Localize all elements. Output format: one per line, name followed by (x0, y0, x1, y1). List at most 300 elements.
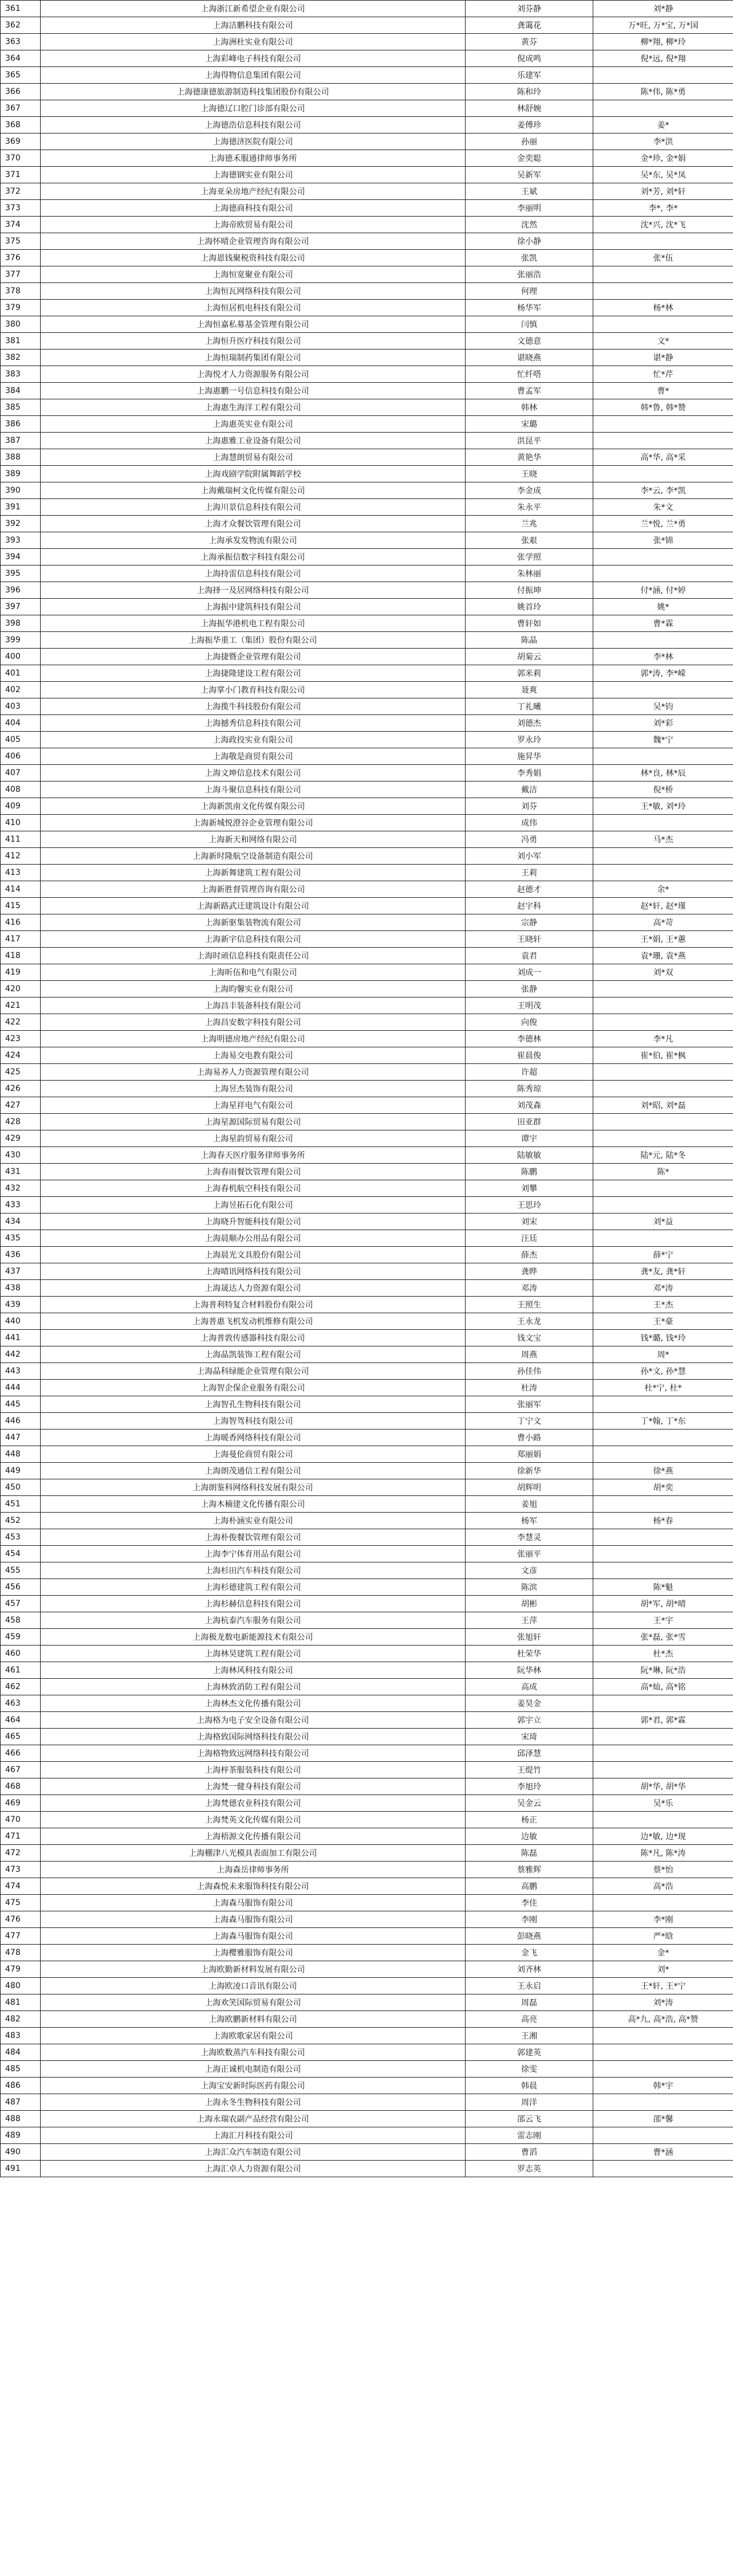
members-cell: 高*灿, 高*铭 (593, 1679, 733, 1695)
table-row (1, 2061, 733, 2078)
person-name-cell: 郭建英 (466, 2044, 593, 2061)
person-name-cell: 陆敏敏 (466, 1147, 593, 1164)
company-name-cell: 上海择一及居网络科技有限公司 (41, 582, 466, 599)
members-cell (593, 1695, 733, 1712)
person-name-cell: 崔晨俊 (466, 1047, 593, 1064)
person-name-cell: 高亮 (466, 2011, 593, 2028)
row-number-cell: 458 (1, 1612, 41, 1629)
row-number-cell: 479 (1, 1961, 41, 1978)
row-number-cell: 463 (1, 1695, 41, 1712)
person-name-cell: 王照生 (466, 1297, 593, 1313)
company-name-cell: 上海易养人力资源管理有限公司 (41, 1064, 466, 1081)
row-number-cell: 377 (1, 266, 41, 283)
members-cell (593, 1529, 733, 1546)
row-number-cell: 418 (1, 948, 41, 964)
person-name-cell: 徐雯 (466, 2061, 593, 2078)
table-row (1, 1994, 733, 2011)
person-name-cell: 吴金云 (466, 1795, 593, 1812)
person-name-cell: 赵德才 (466, 881, 593, 898)
company-name-cell: 上海杉赫信息科技有限公司 (41, 1596, 466, 1612)
company-name-cell: 上海恒嘉私募基金管理有限公司 (41, 316, 466, 333)
members-cell (593, 2061, 733, 2078)
person-name-cell: 张凯 (466, 250, 593, 266)
members-cell: 陈*魁 (593, 1579, 733, 1596)
company-name-cell: 上海晶凯装饰工程有限公司 (41, 1346, 466, 1363)
members-cell (593, 67, 733, 84)
company-name-cell: 上海悦才人力资源服务有限公司 (41, 366, 466, 383)
row-number-cell: 387 (1, 433, 41, 449)
members-cell: 付*涵, 付*婷 (593, 582, 733, 599)
person-name-cell: 韩林 (466, 399, 593, 416)
person-name-cell: 刘攀 (466, 1180, 593, 1197)
person-name-cell: 薛杰 (466, 1247, 593, 1263)
members-cell: 吴*钧 (593, 698, 733, 715)
table-row (1, 1562, 733, 1579)
person-name-cell: 郑丽娟 (466, 1446, 593, 1463)
person-name-cell: 陈鹏 (466, 1164, 593, 1180)
members-cell: 朱*文 (593, 499, 733, 516)
company-name-cell: 上海明德房地产经纪有限公司 (41, 1031, 466, 1047)
table-row (1, 582, 733, 599)
person-name-cell: 陈晶 (466, 632, 593, 649)
person-name-cell: 陈滨 (466, 1579, 593, 1596)
company-name-cell: 上海杭泰汽车服务有限公司 (41, 1612, 466, 1629)
row-number-cell: 383 (1, 366, 41, 383)
row-number-cell: 427 (1, 1097, 41, 1114)
person-name-cell: 宋璐 (466, 416, 593, 433)
company-name-cell: 上海曼伦商贸有限公司 (41, 1446, 466, 1463)
table-row (1, 1812, 733, 1828)
members-cell: 阮*琳, 阮*浩 (593, 1662, 733, 1679)
row-number-cell: 480 (1, 1978, 41, 1994)
members-cell (593, 815, 733, 831)
table-row (1, 1513, 733, 1529)
company-name-cell: 上海德禾服通律师事务所 (41, 150, 466, 167)
row-number-cell: 361 (1, 1, 41, 17)
row-number-cell: 412 (1, 848, 41, 865)
company-name-cell: 上海星祥电气有限公司 (41, 1097, 466, 1114)
person-name-cell: 朱林丽 (466, 566, 593, 582)
company-name-cell: 上海时顽信息科技有限责任公司 (41, 948, 466, 964)
row-number-cell: 453 (1, 1529, 41, 1546)
table-row (1, 466, 733, 482)
company-name-cell: 上海德康德旅游制造科技集团股份有限公司 (41, 84, 466, 100)
person-name-cell: 施昇华 (466, 748, 593, 765)
members-cell: 曹* (593, 383, 733, 399)
row-number-cell: 404 (1, 715, 41, 732)
table-row (1, 765, 733, 782)
company-name-cell: 上海惠雅工业设备有限公司 (41, 433, 466, 449)
row-number-cell: 434 (1, 1214, 41, 1230)
members-cell: 高*浩 (593, 1878, 733, 1895)
table-row (1, 1380, 733, 1396)
table-row (1, 1961, 733, 1978)
members-cell: 高*苛 (593, 914, 733, 931)
row-number-cell: 451 (1, 1496, 41, 1513)
person-name-cell: 兰兆 (466, 516, 593, 532)
members-cell: 文* (593, 333, 733, 350)
company-name-cell: 上海彩峰电子科技有限公司 (41, 50, 466, 67)
company-name-cell: 上海欧歌家居有限公司 (41, 2028, 466, 2044)
members-cell (593, 266, 733, 283)
members-cell (593, 433, 733, 449)
members-cell (593, 1230, 733, 1247)
row-number-cell: 367 (1, 100, 41, 117)
members-cell (593, 1745, 733, 1762)
company-name-cell: 上海新宇信息科技有限公司 (41, 931, 466, 948)
members-cell (593, 316, 733, 333)
members-cell: 姚* (593, 599, 733, 615)
person-name-cell: 杨华军 (466, 300, 593, 316)
members-cell: 吴*乐 (593, 1795, 733, 1812)
person-name-cell: 刘芬 (466, 798, 593, 815)
members-cell: 李*刚 (593, 1911, 733, 1928)
company-name-cell: 上海洲杜实业有限公司 (41, 34, 466, 50)
person-name-cell: 聂爽 (466, 682, 593, 698)
company-name-cell: 上海欧凌口音讯有限公司 (41, 1978, 466, 1994)
row-number-cell: 436 (1, 1247, 41, 1263)
table-row (1, 333, 733, 350)
person-name-cell: 李慧灵 (466, 1529, 593, 1546)
table-row (1, 1646, 733, 1662)
company-name-cell: 上海森马服饰有限公司 (41, 1911, 466, 1928)
table-row (1, 599, 733, 615)
members-cell (593, 682, 733, 698)
table-row (1, 1662, 733, 1679)
members-cell (593, 2044, 733, 2061)
company-name-cell: 上海星韵贸易有限公司 (41, 1130, 466, 1147)
table-row (1, 698, 733, 715)
table-row (1, 964, 733, 981)
row-number-cell: 433 (1, 1197, 41, 1214)
company-name-cell: 上海昀馨实业有限公司 (41, 981, 466, 998)
company-name-cell: 上海新城悦澄谷企业管理有限公司 (41, 815, 466, 831)
row-number-cell: 430 (1, 1147, 41, 1164)
table-row (1, 632, 733, 649)
company-name-cell: 上海汇卓人力资源有限公司 (41, 2161, 466, 2177)
row-number-cell: 422 (1, 1014, 41, 1031)
table-row (1, 1895, 733, 1911)
row-number-cell: 472 (1, 1845, 41, 1862)
table-row (1, 615, 733, 632)
row-number-cell: 477 (1, 1928, 41, 1945)
row-number-cell: 470 (1, 1812, 41, 1828)
row-number-cell: 415 (1, 898, 41, 914)
table-row (1, 1828, 733, 1845)
person-name-cell: 张静 (466, 981, 593, 998)
table-row (1, 1230, 733, 1247)
company-name-cell: 上海新天和网络有限公司 (41, 831, 466, 848)
table-row (1, 1596, 733, 1612)
person-name-cell: 金飞 (466, 1945, 593, 1961)
row-number-cell: 491 (1, 2161, 41, 2177)
person-name-cell: 罗志英 (466, 2161, 593, 2177)
table-row (1, 499, 733, 516)
row-number-cell: 460 (1, 1646, 41, 1662)
row-number-cell: 419 (1, 964, 41, 981)
person-name-cell: 张学照 (466, 549, 593, 566)
person-name-cell: 王莉 (466, 865, 593, 881)
row-number-cell: 440 (1, 1313, 41, 1330)
row-number-cell: 450 (1, 1479, 41, 1496)
members-cell: 曹*霖 (593, 615, 733, 632)
table-row (1, 682, 733, 698)
table-row (1, 100, 733, 117)
row-number-cell: 369 (1, 133, 41, 150)
members-cell (593, 2161, 733, 2177)
members-cell: 林*良, 林*辰 (593, 765, 733, 782)
person-name-cell: 胡彬 (466, 1596, 593, 1612)
company-name-cell: 上海森悦未来服饰科技有限公司 (41, 1878, 466, 1895)
members-cell: 刘*双 (593, 964, 733, 981)
row-number-cell: 416 (1, 914, 41, 931)
person-name-cell: 王萍 (466, 1612, 593, 1629)
table-row (1, 1430, 733, 1446)
members-cell: 王*杰 (593, 1297, 733, 1313)
company-name-cell: 上海怀晴企业管理咨询有限公司 (41, 233, 466, 250)
person-name-cell: 王晓 (466, 466, 593, 482)
company-name-cell: 上海新胜督管理咨询有限公司 (41, 881, 466, 898)
company-name-cell: 上海普惠飞机发动机维修有限公司 (41, 1313, 466, 1330)
row-number-cell: 403 (1, 698, 41, 715)
table-row (1, 1862, 733, 1878)
members-cell (593, 1114, 733, 1130)
row-number-cell: 441 (1, 1330, 41, 1346)
company-name-cell: 上海朗鉴科网络科技发展有限公司 (41, 1479, 466, 1496)
company-name-cell: 上海永冬生物科技有限公司 (41, 2094, 466, 2111)
row-number-cell: 371 (1, 167, 41, 183)
person-name-cell: 彭晓燕 (466, 1928, 593, 1945)
row-number-cell: 445 (1, 1396, 41, 1413)
company-name-cell: 上海晴讯网络科技有限公司 (41, 1263, 466, 1280)
person-name-cell: 冯勇 (466, 831, 593, 848)
company-name-cell: 上海新时隆航空设备制造有限公司 (41, 848, 466, 865)
company-name-cell: 上海永瑞农副产品经营有限公司 (41, 2111, 466, 2127)
person-name-cell: 曹滔 (466, 2144, 593, 2161)
company-name-cell: 上海极龙数电新能源技术有限公司 (41, 1629, 466, 1646)
table-row (1, 1546, 733, 1562)
company-name-cell: 上海林杰文化传播有限公司 (41, 1695, 466, 1712)
person-name-cell: 张艰 (466, 532, 593, 549)
company-name-cell: 上海德浩信息科技有限公司 (41, 117, 466, 133)
members-cell: 陆*元, 陆*冬 (593, 1147, 733, 1164)
row-number-cell: 444 (1, 1380, 41, 1396)
table-row (1, 1729, 733, 1745)
members-cell: 杜*宁, 杜* (593, 1380, 733, 1396)
company-name-cell: 上海揽牛科技股份有限公司 (41, 698, 466, 715)
person-name-cell: 乐建军 (466, 67, 593, 84)
company-name-cell: 上海欧勤新材料发展有限公司 (41, 1961, 466, 1978)
person-name-cell: 曹孟军 (466, 383, 593, 399)
company-name-cell: 上海惠生海洋工程有限公司 (41, 399, 466, 416)
company-name-cell: 上海川景信息科技有限公司 (41, 499, 466, 516)
table-row (1, 399, 733, 416)
person-name-cell: 刘齐林 (466, 1961, 593, 1978)
person-name-cell: 倪成鸣 (466, 50, 593, 67)
company-name-cell: 上海亚朵房地产经纪有限公司 (41, 183, 466, 200)
company-name-cell: 上海智企保企业服务有限公司 (41, 1380, 466, 1396)
row-number-cell: 469 (1, 1795, 41, 1812)
table-row (1, 50, 733, 67)
table-row (1, 1629, 733, 1646)
person-name-cell: 姜昊金 (466, 1695, 593, 1712)
table-row (1, 1479, 733, 1496)
row-number-cell: 455 (1, 1562, 41, 1579)
table-row (1, 1297, 733, 1313)
person-name-cell: 林舒婉 (466, 100, 593, 117)
row-number-cell: 468 (1, 1778, 41, 1795)
company-name-cell: 上海德商科技有限公司 (41, 200, 466, 217)
table-row (1, 1197, 733, 1214)
members-cell: 柳*翔, 柳*玲 (593, 34, 733, 50)
person-name-cell: 陈秀琼 (466, 1081, 593, 1097)
members-cell: 周* (593, 1346, 733, 1363)
members-cell: 胡*奕 (593, 1479, 733, 1496)
company-name-cell: 上海易交电教有限公司 (41, 1047, 466, 1064)
row-number-cell: 428 (1, 1114, 41, 1130)
table-row (1, 1529, 733, 1546)
row-number-cell: 407 (1, 765, 41, 782)
table-row (1, 1762, 733, 1778)
row-number-cell: 487 (1, 2094, 41, 2111)
members-cell: 万*旺, 万*宝, 万*国 (593, 17, 733, 34)
table-row (1, 67, 733, 84)
person-name-cell: 陈磊 (466, 1845, 593, 1862)
person-name-cell: 汪廷 (466, 1230, 593, 1247)
members-cell: 刘*静 (593, 1, 733, 17)
table-row (1, 217, 733, 233)
members-cell: 龚*友, 龚*轩 (593, 1263, 733, 1280)
row-number-cell: 375 (1, 233, 41, 250)
row-number-cell: 414 (1, 881, 41, 898)
person-name-cell: 王永龙 (466, 1313, 593, 1330)
company-name-cell: 上海朴涵实业有限公司 (41, 1513, 466, 1529)
table-row (1, 2094, 733, 2111)
table-row (1, 1579, 733, 1596)
members-cell: 边*敏, 边*现 (593, 1828, 733, 1845)
company-name-cell: 上海春雨餐饮管理有限公司 (41, 1164, 466, 1180)
company-name-cell: 上海政投实业有限公司 (41, 732, 466, 748)
person-name-cell: 杨军 (466, 1513, 593, 1529)
row-number-cell: 423 (1, 1031, 41, 1047)
company-name-cell: 上海洁鹏科技有限公司 (41, 17, 466, 34)
company-name-cell: 上海浙江新希望企业有限公司 (41, 1, 466, 17)
table-row (1, 1845, 733, 1862)
table-row (1, 1014, 733, 1031)
members-cell: 李*云, 李*凯 (593, 482, 733, 499)
row-number-cell: 395 (1, 566, 41, 582)
table-row (1, 1446, 733, 1463)
table-row (1, 898, 733, 914)
person-name-cell: 周燕 (466, 1346, 593, 1363)
company-name-cell: 上海林风科技有限公司 (41, 1662, 466, 1679)
members-cell: 刘*彩 (593, 715, 733, 732)
table-row (1, 250, 733, 266)
company-name-cell: 上海欧鹏新材料有限公司 (41, 2011, 466, 2028)
company-name-cell: 上海智驾科技有限公司 (41, 1413, 466, 1430)
row-number-cell: 390 (1, 482, 41, 499)
person-name-cell: 周磊 (466, 1994, 593, 2011)
person-name-cell: 宗静 (466, 914, 593, 931)
person-name-cell: 洪昆平 (466, 433, 593, 449)
company-name-cell: 上海李宁体育用品有限公司 (41, 1546, 466, 1562)
table-row (1, 1330, 733, 1346)
company-name-cell: 上海文坤信息技术有限公司 (41, 765, 466, 782)
person-name-cell: 朱永平 (466, 499, 593, 516)
person-name-cell: 成伟 (466, 815, 593, 831)
person-name-cell: 金奕聪 (466, 150, 593, 167)
table-row (1, 17, 733, 34)
members-cell (593, 632, 733, 649)
members-cell: 杜*杰 (593, 1646, 733, 1662)
company-name-cell: 上海昱杰装饰有限公司 (41, 1081, 466, 1097)
company-name-cell: 上海汇众汽车制造有限公司 (41, 2144, 466, 2161)
company-name-cell: 上海欧数蒸汽车科技有限公司 (41, 2044, 466, 2061)
company-name-cell: 上海振华港机电工程有限公司 (41, 615, 466, 632)
members-cell: 陈*伟, 陈*勇 (593, 84, 733, 100)
row-number-cell: 475 (1, 1895, 41, 1911)
company-name-cell: 上海恒瑞制药集团有限公司 (41, 350, 466, 366)
person-name-cell: 刘宋 (466, 1214, 593, 1230)
table-row (1, 1081, 733, 1097)
row-number-cell: 421 (1, 998, 41, 1014)
table-row (1, 914, 733, 931)
members-cell: 杨*春 (593, 1513, 733, 1529)
members-cell: 倪*远, 倪*翔 (593, 50, 733, 67)
row-number-cell: 467 (1, 1762, 41, 1778)
row-number-cell: 373 (1, 200, 41, 217)
members-cell (593, 1546, 733, 1562)
table-row (1, 1712, 733, 1729)
company-name-cell: 上海德济医院有限公司 (41, 133, 466, 150)
members-cell: 魏*宁 (593, 732, 733, 748)
table-row (1, 1031, 733, 1047)
company-name-cell: 上海朴俊餐饮管理有限公司 (41, 1529, 466, 1546)
members-cell: 李*, 李* (593, 200, 733, 217)
row-number-cell: 437 (1, 1263, 41, 1280)
company-name-cell: 上海樱雅服饰有限公司 (41, 1945, 466, 1961)
table-row (1, 2011, 733, 2028)
row-number-cell: 471 (1, 1828, 41, 1845)
row-number-cell: 449 (1, 1463, 41, 1479)
company-name-cell: 上海承发发物流有限公司 (41, 532, 466, 549)
person-name-cell: 王晓轩 (466, 931, 593, 948)
person-name-cell: 黄芬 (466, 34, 593, 50)
table-row (1, 1413, 733, 1430)
company-name-cell: 上海慧朗贸易有限公司 (41, 449, 466, 466)
members-cell (593, 1812, 733, 1828)
person-name-cell: 姜傅珍 (466, 117, 593, 133)
person-name-cell: 陈和玲 (466, 84, 593, 100)
person-name-cell: 孙丽 (466, 133, 593, 150)
company-name-cell: 上海格致国际网络科技有限公司 (41, 1729, 466, 1745)
table-row (1, 1097, 733, 1114)
members-cell: 谌*静 (593, 350, 733, 366)
members-cell (593, 566, 733, 582)
person-name-cell: 宋琦 (466, 1729, 593, 1745)
company-name-cell: 上海新路武迁建筑设计有限公司 (41, 898, 466, 914)
members-cell: 金* (593, 1945, 733, 1961)
table-row (1, 566, 733, 582)
company-name-cell: 上海普敦传感器科技有限公司 (41, 1330, 466, 1346)
row-number-cell: 402 (1, 682, 41, 698)
members-cell: 曹*涵 (593, 2144, 733, 2161)
person-name-cell: 丁宁文 (466, 1413, 593, 1430)
company-name-cell: 上海德辽口腔门诊部有限公司 (41, 100, 466, 117)
company-name-cell: 上海晨光文具股份有限公司 (41, 1247, 466, 1263)
row-number-cell: 426 (1, 1081, 41, 1097)
members-cell: 孙*文, 孙*慧 (593, 1363, 733, 1380)
